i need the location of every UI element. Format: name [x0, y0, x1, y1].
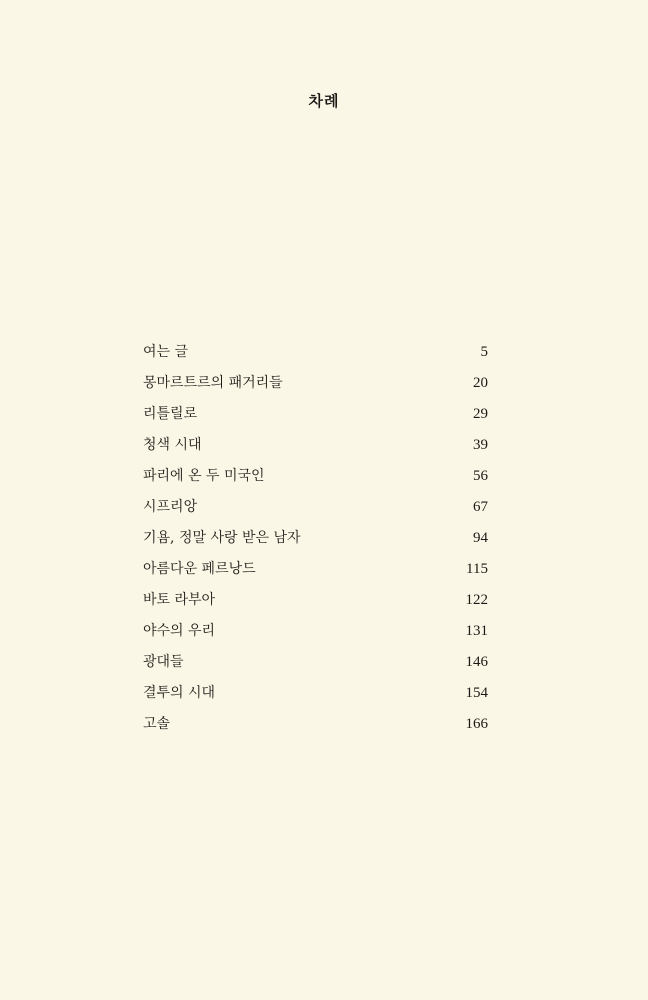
- toc-entry-page-number: 29: [473, 406, 488, 422]
- page-title: 차례: [308, 92, 340, 110]
- toc-entry: [143, 495, 488, 526]
- toc-entry-page-number: 146: [465, 654, 488, 670]
- toc-entry-title: 바토 라부아: [143, 592, 216, 608]
- toc-entry-page-number: 131: [465, 623, 488, 639]
- toc-entry-page-number: 56: [473, 468, 488, 484]
- toc-entry-title: 광대들: [143, 654, 184, 670]
- toc-entry: [143, 588, 488, 619]
- toc-entry-title: 여는 글: [143, 344, 189, 360]
- toc-entry-title: 야수의 우리: [143, 623, 216, 639]
- toc-entry-page-number: 115: [466, 561, 488, 577]
- toc-entry: [143, 526, 488, 557]
- toc-entry-title: 파리에 온 두 미국인: [143, 468, 265, 484]
- toc-entry: [143, 371, 488, 402]
- toc-entry: [143, 433, 488, 464]
- toc-entry-page-number: 5: [480, 344, 488, 360]
- toc-entry: [143, 619, 488, 650]
- toc-entry-page-number: 39: [473, 437, 488, 453]
- toc-entry: [143, 557, 488, 588]
- toc-entry: [143, 650, 488, 681]
- toc-entry-title: 기욤, 정말 사랑 받은 남자: [143, 530, 301, 546]
- toc-entry-title: 리틀릴로: [143, 406, 198, 422]
- toc-entry: [143, 464, 488, 495]
- toc-entry: [143, 681, 488, 712]
- toc-entry-title: 고솔: [143, 716, 171, 732]
- toc-entry-title: 청색 시대: [143, 437, 202, 453]
- toc-entry-title: 몽마르트르의 패거리들: [143, 375, 283, 391]
- toc-entry: [143, 402, 488, 433]
- toc-entry-page-number: 154: [465, 685, 488, 701]
- toc-entry-page-number: 67: [473, 499, 488, 515]
- toc-entry-page-number: 94: [473, 530, 488, 546]
- table-of-contents: [143, 340, 488, 743]
- toc-entry-page-number: 166: [465, 716, 488, 732]
- toc-entry-title: 아름다운 페르낭드: [143, 561, 256, 577]
- toc-entry: [143, 340, 488, 371]
- toc-entry: [143, 712, 488, 743]
- toc-entry-title: 결투의 시대: [143, 685, 216, 701]
- toc-entry-page-number: 122: [465, 592, 488, 608]
- toc-entry-page-number: 20: [473, 375, 488, 391]
- toc-entry-title: 시프리앙: [143, 499, 198, 515]
